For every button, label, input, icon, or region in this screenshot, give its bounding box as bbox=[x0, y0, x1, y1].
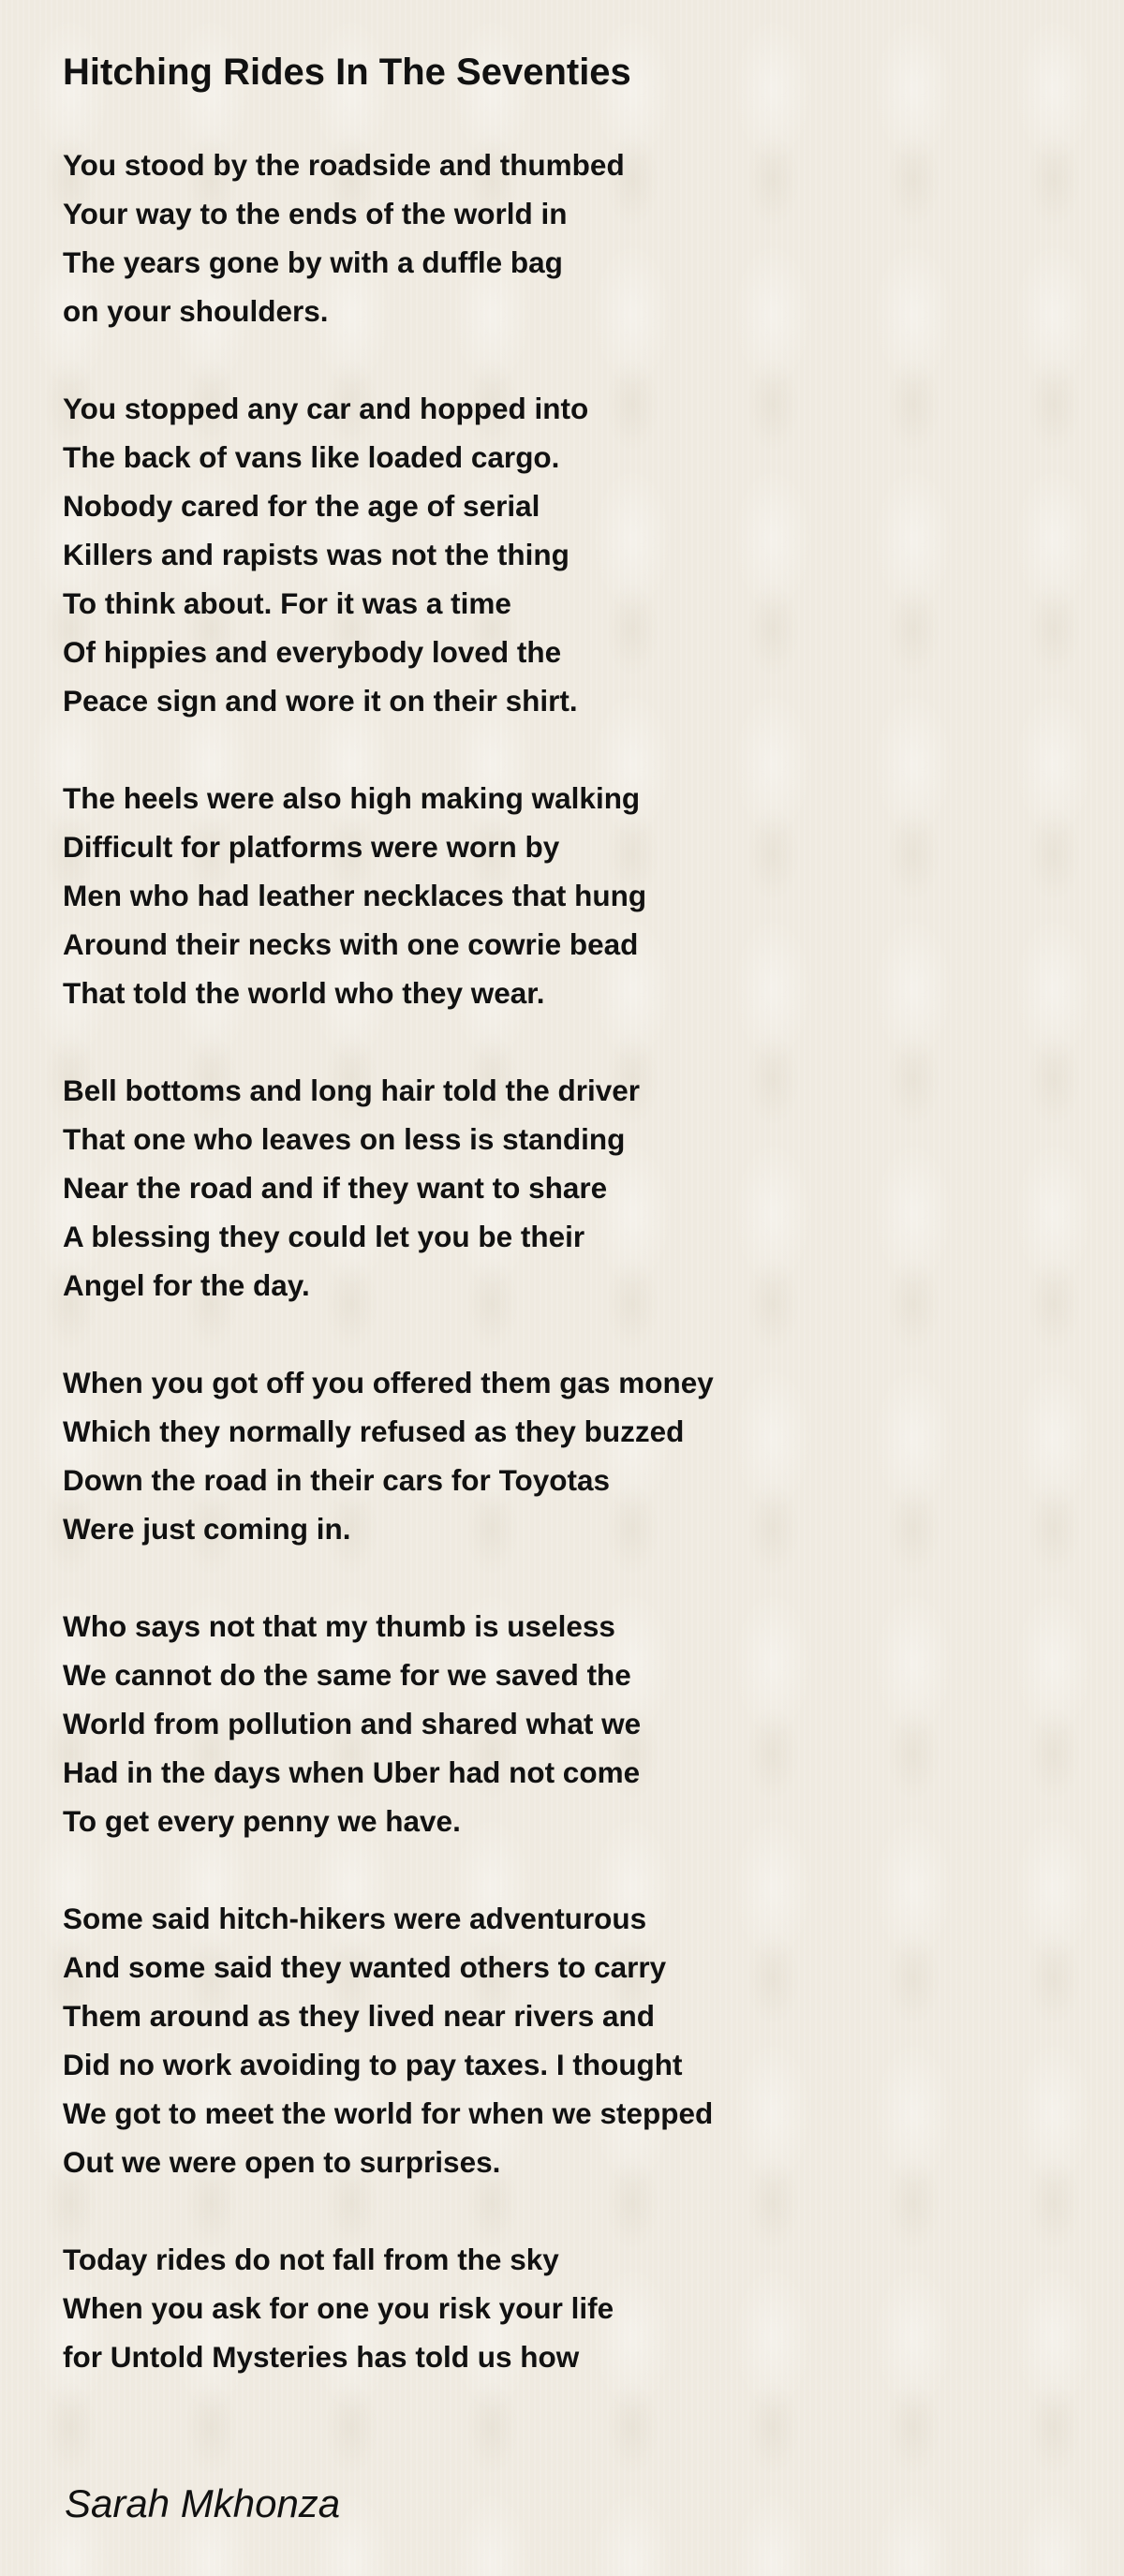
poem-line: The years gone by with a duffle bag bbox=[63, 245, 563, 279]
poem-line: You stopped any car and hopped into bbox=[63, 392, 589, 425]
poem-line: Which they normally refused as they buzzed bbox=[63, 1414, 685, 1448]
stanza bbox=[63, 1894, 1093, 2186]
poem-line: Nobody cared for the age of serial bbox=[63, 489, 540, 523]
poem-line: Today rides do not fall from the sky bbox=[63, 2243, 559, 2276]
stanza bbox=[63, 1602, 1093, 1845]
stanza bbox=[63, 384, 1093, 725]
poem-line: on your shoulders. bbox=[63, 294, 329, 328]
poem-line: World from pollution and shared what we bbox=[63, 1707, 642, 1740]
poem-line: Were just coming in. bbox=[63, 1512, 351, 1546]
poem-line: We cannot do the same for we saved the bbox=[63, 1658, 631, 1692]
poem-line: Your way to the ends of the world in bbox=[63, 197, 568, 230]
poem-line: Near the road and if they want to share bbox=[63, 1171, 608, 1205]
poem-line: Difficult for platforms were worn by bbox=[63, 830, 560, 864]
poem-line: Some said hitch-hikers were adventurous bbox=[63, 1902, 647, 1935]
poem-line: When you got off you offered them gas money bbox=[63, 1366, 714, 1399]
poem-line: for Untold Mysteries has told us how bbox=[63, 2340, 580, 2374]
poem-line: Men who had leather necklaces that hung bbox=[63, 879, 647, 912]
poem-line: A blessing they could let you be their bbox=[63, 1220, 585, 1253]
poem-line: That told the world who they wear. bbox=[63, 976, 545, 1010]
poem-line: You stood by the roadside and thumbed bbox=[63, 148, 625, 182]
poem-title: Hitching Rides In The Seventies bbox=[63, 52, 631, 93]
poem-line: Bell bottoms and long hair told the driver bbox=[63, 1073, 641, 1107]
poem-author: Sarah Mkhonza bbox=[65, 2481, 341, 2525]
poem-line: When you ask for one you risk your life bbox=[63, 2291, 614, 2325]
poem-line: Had in the days when Uber had not come bbox=[63, 1755, 641, 1789]
poem-body bbox=[63, 141, 1093, 2381]
poem-line: The heels were also high making walking bbox=[63, 781, 641, 815]
poem-line: To get every penny we have. bbox=[63, 1804, 461, 1838]
poem-line: We got to meet the world for when we stepped bbox=[63, 2096, 714, 2130]
stanza bbox=[63, 1358, 1093, 1553]
stanza bbox=[63, 2235, 1093, 2381]
stanza bbox=[63, 1066, 1093, 1310]
poem-line: Down the road in their cars for Toyotas bbox=[63, 1463, 610, 1497]
poem-line: The back of vans like loaded cargo. bbox=[63, 440, 560, 474]
poem-line: That one who leaves on less is standing bbox=[63, 1122, 626, 1156]
stanza bbox=[63, 774, 1093, 1017]
poem-line: Killers and rapists was not the thing bbox=[63, 538, 569, 571]
poem-line: Who says not that my thumb is useless bbox=[63, 1609, 615, 1643]
poem-line: Out we were open to surprises. bbox=[63, 2145, 501, 2179]
stanza bbox=[63, 141, 1093, 335]
poem-line: Them around as they lived near rivers and bbox=[63, 1999, 655, 2033]
poem-line: Angel for the day. bbox=[63, 1268, 310, 1302]
poem-line: Around their necks with one cowrie bead bbox=[63, 927, 639, 961]
poem-line: Of hippies and everybody loved the bbox=[63, 635, 562, 669]
poem-line: Peace sign and wore it on their shirt. bbox=[63, 684, 578, 718]
poem-line: To think about. For it was a time bbox=[63, 586, 511, 620]
poem-line: And some said they wanted others to carry bbox=[63, 1950, 667, 1984]
poem-line: Did no work avoiding to pay taxes. I thought bbox=[63, 2048, 683, 2081]
